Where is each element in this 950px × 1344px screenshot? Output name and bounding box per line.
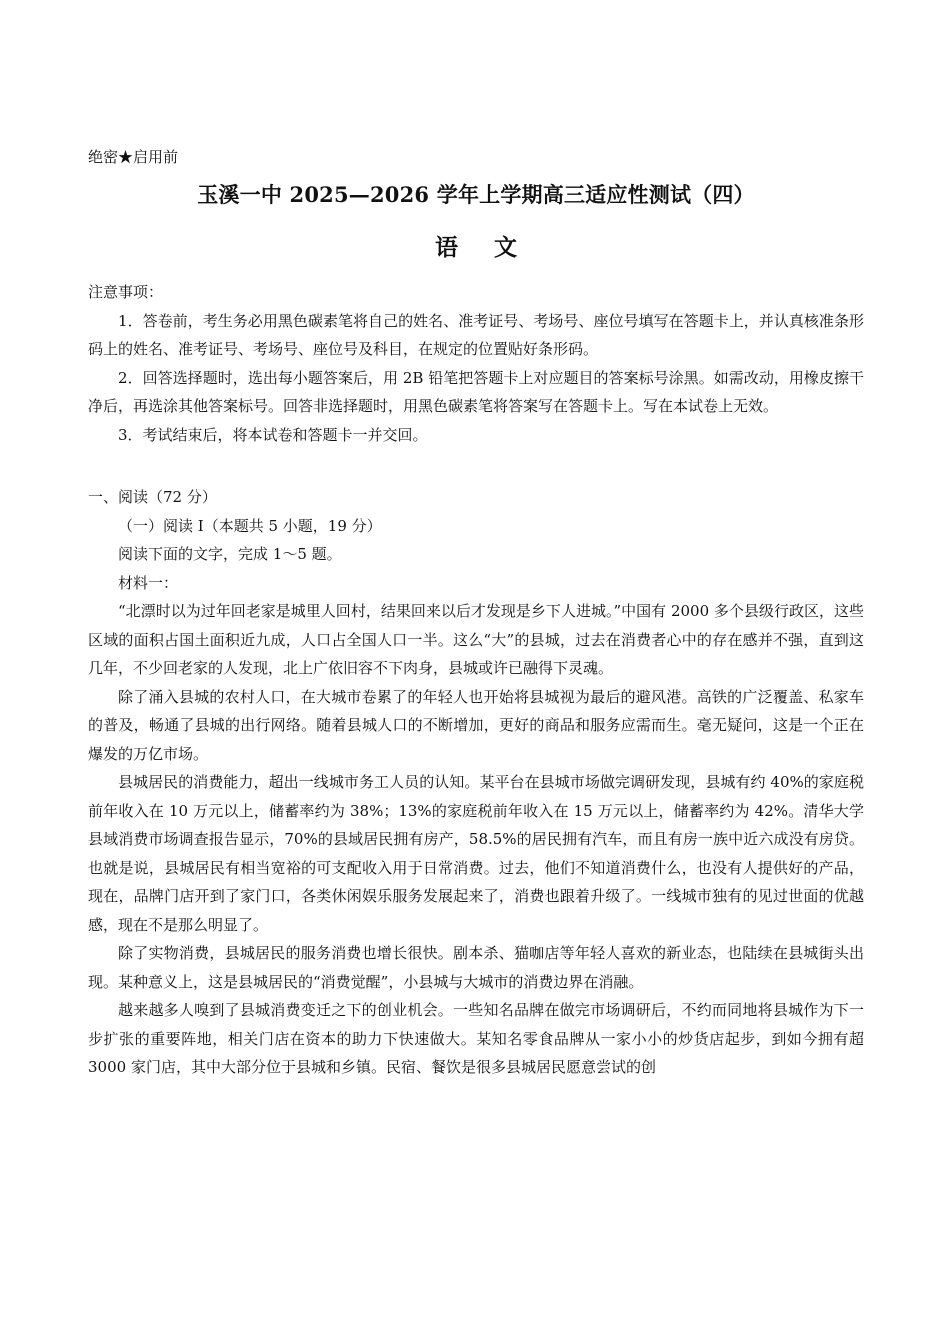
material-paragraph: “北漂时以为过年回老家是城里人回村，结果回来以后才发现是乡下人进城。”中国有 2000 多个县级行政区，这些区域的面积占国土面积近九成，人口占全国人口一半。这么“大”的县城，过去在消费者心中的存在感并不强，直到这几年，不少回老家的人发现，北上广依旧容不下肉身，县城或许已融得下灵魂。 bbox=[88, 602, 864, 677]
section-heading: 一、阅读（72 分） bbox=[88, 488, 217, 506]
notice-item: 1．答卷前，考生务必用黑色碳素笔将自己的姓名、准考证号、考场号、座位号填写在答题卡上，并认真核准条形码上的姓名、准考证号、考场号、座位号及科目，在规定的位置贴好条形码。 bbox=[88, 311, 864, 358]
section-spacer bbox=[88, 449, 864, 483]
material-paragraph: 除了涌入县城的农村人口，在大城市卷累了的年轻人也开始将县城视为最后的避风港。高铁的广泛覆盖、私家车的普及，畅通了县城的出行网络。随着县城人口的不断增加，更好的商品和服务应需而生。毫无疑问，这是一个正在爆发的万亿市场。 bbox=[88, 687, 864, 763]
confidential-mark: 绝密★启用前 bbox=[88, 148, 179, 166]
subject-title: 语文 bbox=[435, 234, 553, 261]
notice-item: 2．回答选择题时，选出每小题答案后，用 2B 铅笔把答题卡上对应题目的答案标号涂黑。如需改动，用橡皮擦干净后，再选涂其他答案标号。回答非选择题时，用黑色碳素笔将答案写在答题卡上。写在本试卷上无效。 bbox=[88, 368, 864, 415]
notice-item: 3．考试结束后，将本试卷和答题卡一并交回。 bbox=[118, 425, 428, 444]
notice-heading: 注意事项： bbox=[88, 283, 164, 301]
material-paragraph: 越来越多人嗅到了县城消费变迁之下的创业机会。一些知名品牌在做完市场调研后，不约而同地将县城作为下一步扩张的重要阵地，相关门店在资本的助力下快速做大。某知名零食品牌从一家小小的炒货店起步，到如今拥有超 3000 家门店，其中大部分位于县城和乡镇。民宿、餐饮是很多县城居民愿意尝试的创 bbox=[88, 1001, 864, 1076]
exam-title: 玉溪一中 2025—2026 学年上学期高三适应性测试（四） bbox=[197, 182, 755, 207]
exam-body bbox=[88, 278, 864, 1082]
reading-instruction: 阅读下面的文字，完成 1～5 题。 bbox=[118, 545, 342, 563]
material-paragraph: 除了实物消费，县城居民的服务消费也增长很快。剧本杀、猫咖店等年轻人喜欢的新业态，也陆续在县城街头出现。某种意义上，这是县城居民的“消费觉醒”，小县城与大城市的消费边界在消融。 bbox=[88, 944, 864, 991]
material-label: 材料一： bbox=[118, 573, 179, 592]
material-paragraph: 县城居民的消费能力，超出一线城市务工人员的认知。某平台在县城市场做完调研发现，县城有约 40%的家庭税前年收入在 10 万元以上，储蓄率约为 38%；13%的家庭税前年收入在 15 万元以上，储蓄率约为 42%。清华大学县域消费市场调查报告显示，70%的县域居民拥有房产，58.5%的居民拥有汽车，而且有房一族中近六成没有房贷。也就是说，县城居民有相当宽裕的可支配收入用于日常消费。过去，他们不知道消费什么，也没有人提供好的产品，现在，品牌门店开到了家门口，各类休闲娱乐服务发展起来了，消费也跟着升级了。一线城市独有的见过世面的优越感，现在不是那么明显了。 bbox=[88, 773, 864, 934]
section-subheading: （一）阅读 I（本题共 5 小题，19 分） bbox=[118, 516, 382, 535]
